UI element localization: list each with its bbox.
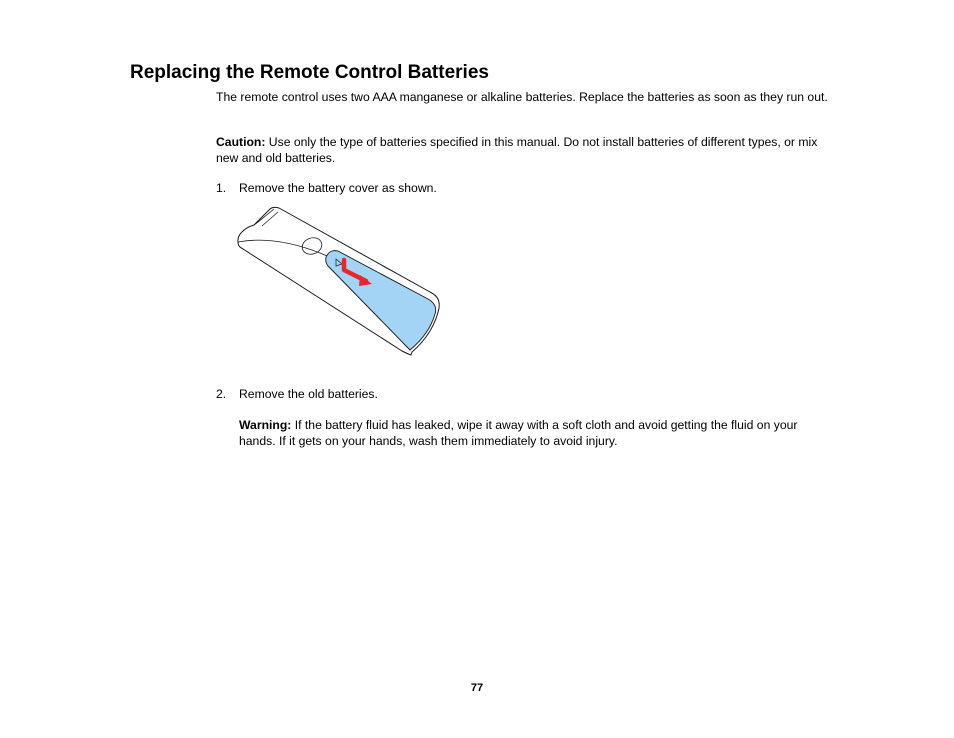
page-number: 77	[470, 682, 484, 694]
step-2-number: 2.	[216, 387, 227, 401]
section-heading: Replacing the Remote Control Batteries	[130, 62, 489, 83]
caution-label: Caution:	[216, 135, 266, 149]
warning-note	[239, 418, 829, 449]
caution-note	[216, 135, 828, 166]
warning-text: If the battery fluid has leaked, wipe it away with a soft cloth and avoid getting the fluid on your hands. If it gets on your hands, wash them immediately to avoid injury.	[239, 418, 798, 448]
step-1-number: 1.	[216, 181, 227, 195]
caution-text: Use only the type of batteries specified in this manual. Do not install batteries of different types, or mix new and old batteries.	[216, 135, 818, 165]
remote-control-illustration	[232, 204, 444, 360]
step-2-text: Remove the old batteries.	[239, 387, 378, 401]
step-1-text: Remove the battery cover as shown.	[239, 181, 437, 195]
intro-paragraph: The remote control uses two AAA manganese or alkaline batteries. Replace the batteries as soon as they run out.	[216, 90, 828, 104]
warning-label: Warning:	[239, 418, 292, 432]
